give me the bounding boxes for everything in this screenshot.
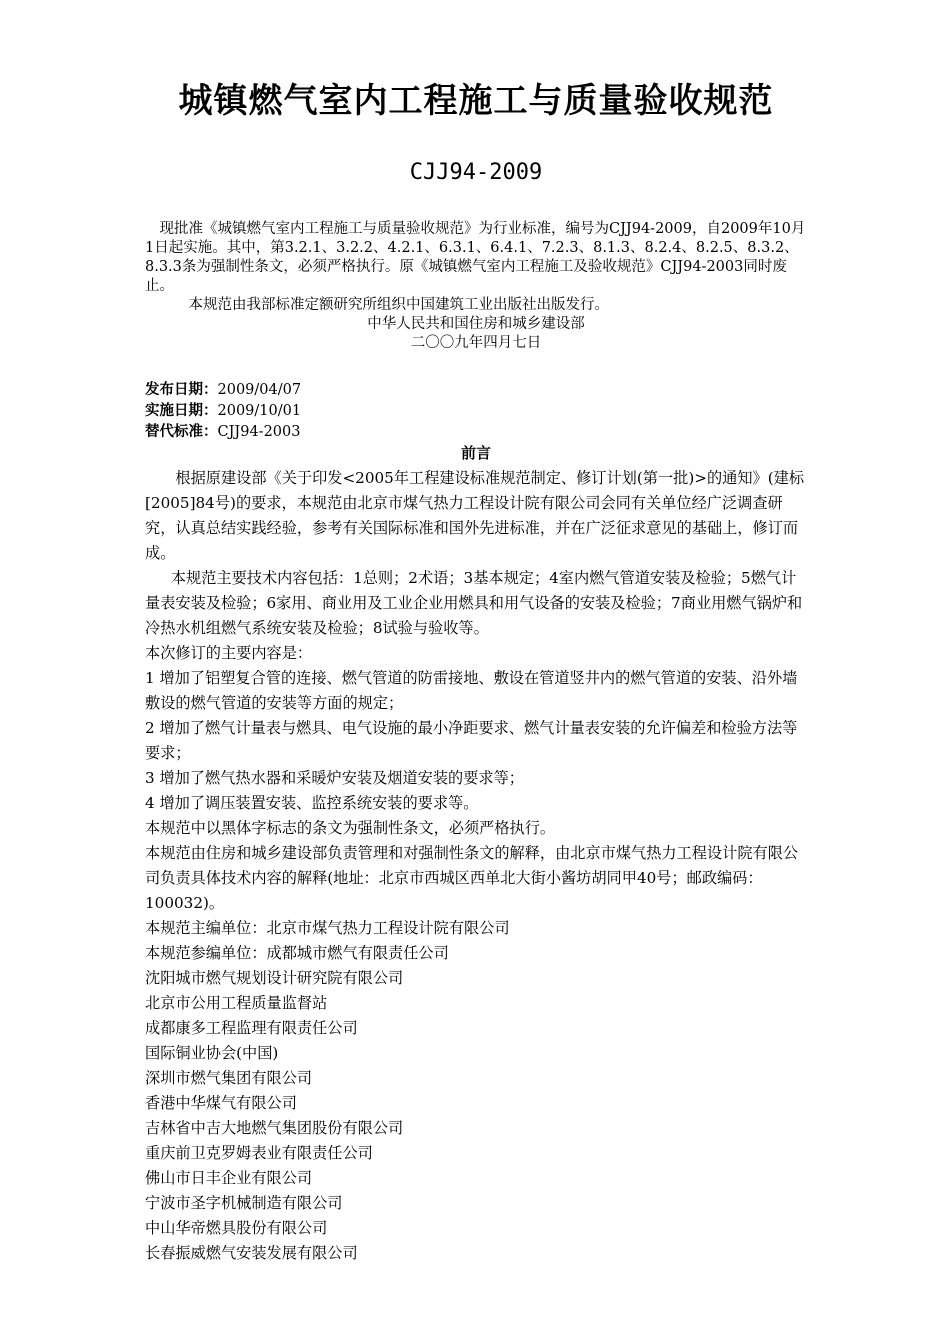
revision-item: 3 增加了燃气热水器和采暖炉安装及烟道安装的要求等； [145,769,524,787]
revision-item: 4 增加了调压装置安装、监控系统安装的要求等。 [145,794,479,812]
chief-editor: 本规范主编单位：北京市煤气热力工程设计院有限公司 [145,919,510,937]
standard-code: CJJ94-2009 [409,160,543,185]
participant-item: 深圳市燃气集团有限公司 [145,1069,313,1087]
release-date-value: 2009/04/07 [217,382,302,398]
effective-date-value: 2009/10/01 [217,403,302,419]
participant-item: 吉林省中吉大地燃气集团股份有限公司 [145,1119,404,1137]
publisher-paragraph: 本规范由我部标准定额研究所组织中国建筑工业出版社出版发行。 [188,297,609,313]
participant-item: 中山华帝燃具股份有限公司 [145,1219,328,1237]
participants-intro: 本规范参编单位：成都城市燃气有限责任公司 [145,944,449,962]
replaced-standard-value: CJJ94-2003 [217,424,301,440]
participant-item: 宁波市圣字机械制造有限公司 [145,1194,343,1212]
preface-heading: 前言 [460,444,491,462]
release-date-label: 发布日期： [145,382,218,398]
standard-metadata [145,380,807,443]
preface-body [145,466,807,1266]
mandatory-note: 本规范中以黑体字标志的条文为强制性条文，必须严格执行。 [145,819,556,837]
document-title: 城镇燃气室内工程施工与质量验收规范 [178,81,774,121]
effective-date-row [145,401,807,422]
participant-item: 成都康多工程监理有限责任公司 [145,1019,358,1037]
participant-item: 重庆前卫克罗姆表业有限责任公司 [145,1144,373,1162]
replaced-standard-row [145,422,807,443]
approval-notice [145,220,807,353]
participant-item: 沈阳城市燃气规划设计研究院有限公司 [145,969,404,987]
issue-date: 二〇〇九年四月七日 [410,335,542,351]
issuer: 中华人民共和国住房和城乡建设部 [367,316,585,332]
technical-content-paragraph: 本规范主要技术内容包括：1总则；2术语；3基本规定；4室内燃气管道安装及检验；5燃气计量表安装及检验；6家用、商业用及工业企业用燃具和用气设备的安装及检验；7商业用燃气锅炉和冷热水机组燃气系统安装及检验；8试验与验收等。 [145,569,803,637]
participant-item: 北京市公用工程质量监督站 [145,994,328,1012]
release-date-row [145,380,807,401]
participant-item: 国际铜业协会(中国) [145,1044,279,1062]
participant-item: 长春振威燃气安装发展有限公司 [145,1244,358,1262]
preface-paragraph: 根据原建设部《关于印发<2005年工程建设标准规范制定、修订计划(第一批)>的通知》(建标[2005]84号)的要求，本规范由北京市煤气热力工程设计院有限公司会同有关单位经广泛调查研究，认真总结实践经验，参考有关国际标准和国外先进标准，并在广泛征求意见的基础上，修订而成。 [145,469,805,562]
management-paragraph: 本规范由住房和城乡建设部负责管理和对强制性条文的解释，由北京市煤气热力工程设计院有限公司负责具体技术内容的解释(地址：北京市西城区西单北大街小酱坊胡同甲40号；邮政编码：100032)。 [145,844,799,912]
revision-item: 1 增加了铝塑复合管的连接、燃气管道的防雷接地、敷设在管道竖井内的燃气管道的安装、沿外墙敷设的燃气管道的安装等方面的规定； [145,669,798,712]
effective-date-label: 实施日期： [145,403,218,419]
revision-item: 2 增加了燃气计量表与燃具、电气设施的最小净距要求、燃气计量表安装的允许偏差和检验方法等要求； [145,719,798,762]
approval-paragraph: 现批准《城镇燃气室内工程施工与质量验收规范》为行业标准，编号为CJJ94-2009，自2009年10月1日起实施。其中，第3.2.1、3.2.2、4.2.1、6.3.1、6.4.1、7.2.3、8.1.3、8.2.4、8.2.5、8.3.2、8.3.3条为强制性条文，必须严格执行。原《城镇燃气室内工程施工及验收规范》CJJ94-2003同时废止。 [145,221,806,294]
participant-item: 香港中华煤气有限公司 [145,1094,297,1112]
participant-item: 佛山市日丰企业有限公司 [145,1169,313,1187]
replaced-standard-label: 替代标准： [145,424,218,440]
revision-intro: 本次修订的主要内容是： [145,644,313,662]
